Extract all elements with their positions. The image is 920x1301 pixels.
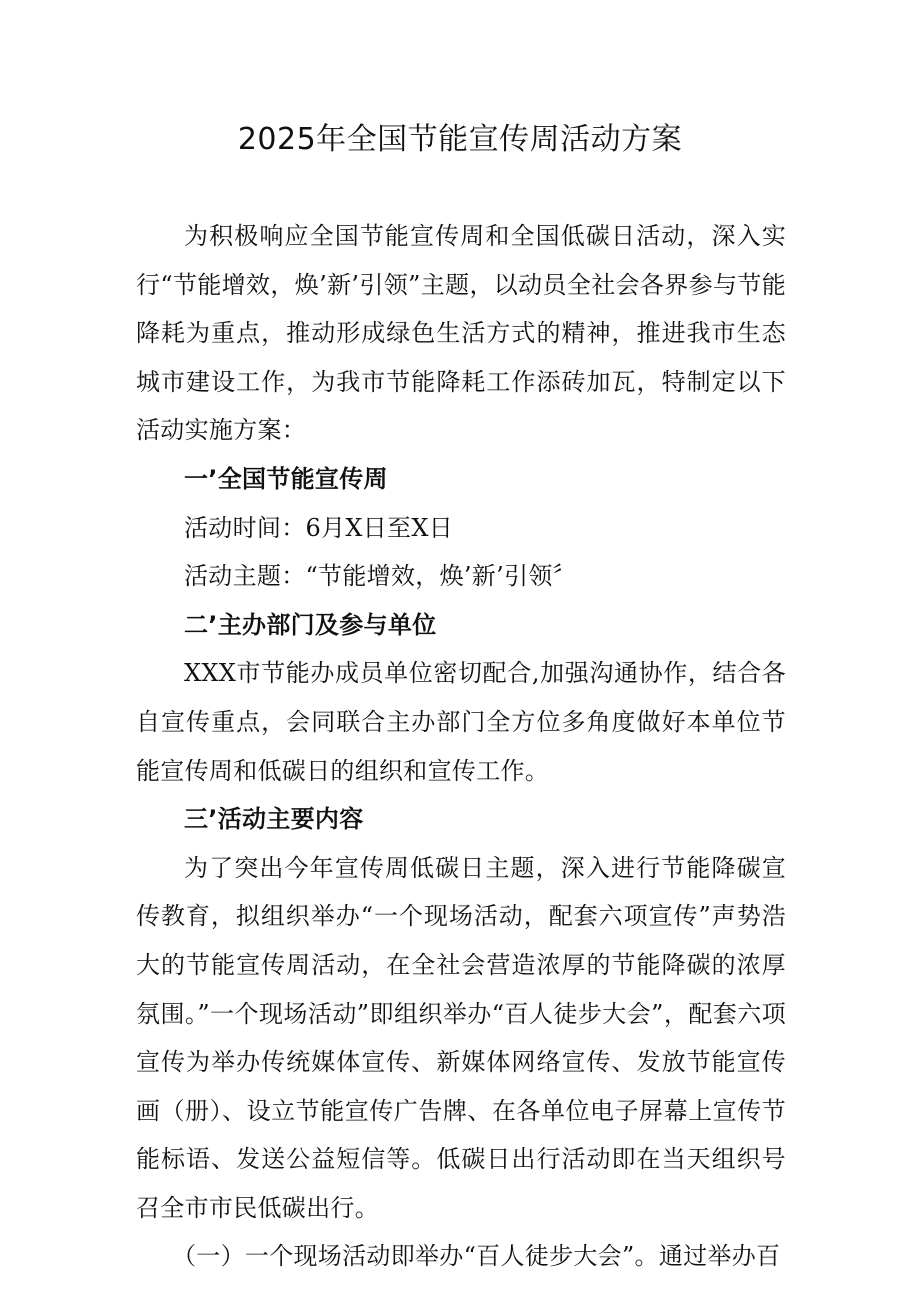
intro-paragraph: 为积极响应全国节能宣传周和全国低碳日活动，深入实行“节能增效，焕’新’引领”主题，以动员全社会各界参与节能降耗为重点，推动形成绿色生活方式的精神，推进我市生态城市建设工作，为我市节能降耗工作添砖加瓦，特制定以下活动实施方案： — [136, 222, 786, 445]
section-3-heading: 三’活动主要内容 — [184, 805, 364, 834]
document-title: 2025年全国节能宣传周活动方案 — [237, 122, 683, 157]
section-3-subitem-1: （一）一个现场活动即举办“百人徒步大会”。通过举办百 — [172, 1242, 781, 1271]
document-body — [136, 212, 786, 1281]
activity-theme: 活动主题：“节能增效，焕’新’引领〞 — [184, 562, 577, 591]
section-3-paragraph: 为了突出今年宣传周低碳日主题，深入进行节能降碳宣传教育，拟组织举办“一个现场活动，配套六项宣传”声势浩大的节能宣传周活动，在全社会营造浓厚的节能降碳的浓厚氛围。”一个现场活动”即组织举办“百人徒步大会”，配套六项宣传为举办传统媒体宣传、新媒体网络宣传、发放节能宣传画（册）、设立节能宣传广告牌、在各单位电子屏幕上宣传节能标语、发送公益短信等。低碳日出行活动即在当天组织号召全市市民低碳出行。 — [136, 853, 786, 1222]
section-1-heading: 一’全国节能宣传周 — [184, 464, 388, 493]
activity-time: 活动时间：6月X日至X日 — [184, 513, 454, 542]
section-2-paragraph: XXX市节能办成员单位密切配合,加强沟通协作，结合各自宣传重点，会同联合主办部门全方位多角度做好本单位节能宣传周和低碳日的组织和宣传工作。 — [136, 659, 786, 785]
section-2-heading: 二’主办部门及参与单位 — [184, 610, 437, 639]
